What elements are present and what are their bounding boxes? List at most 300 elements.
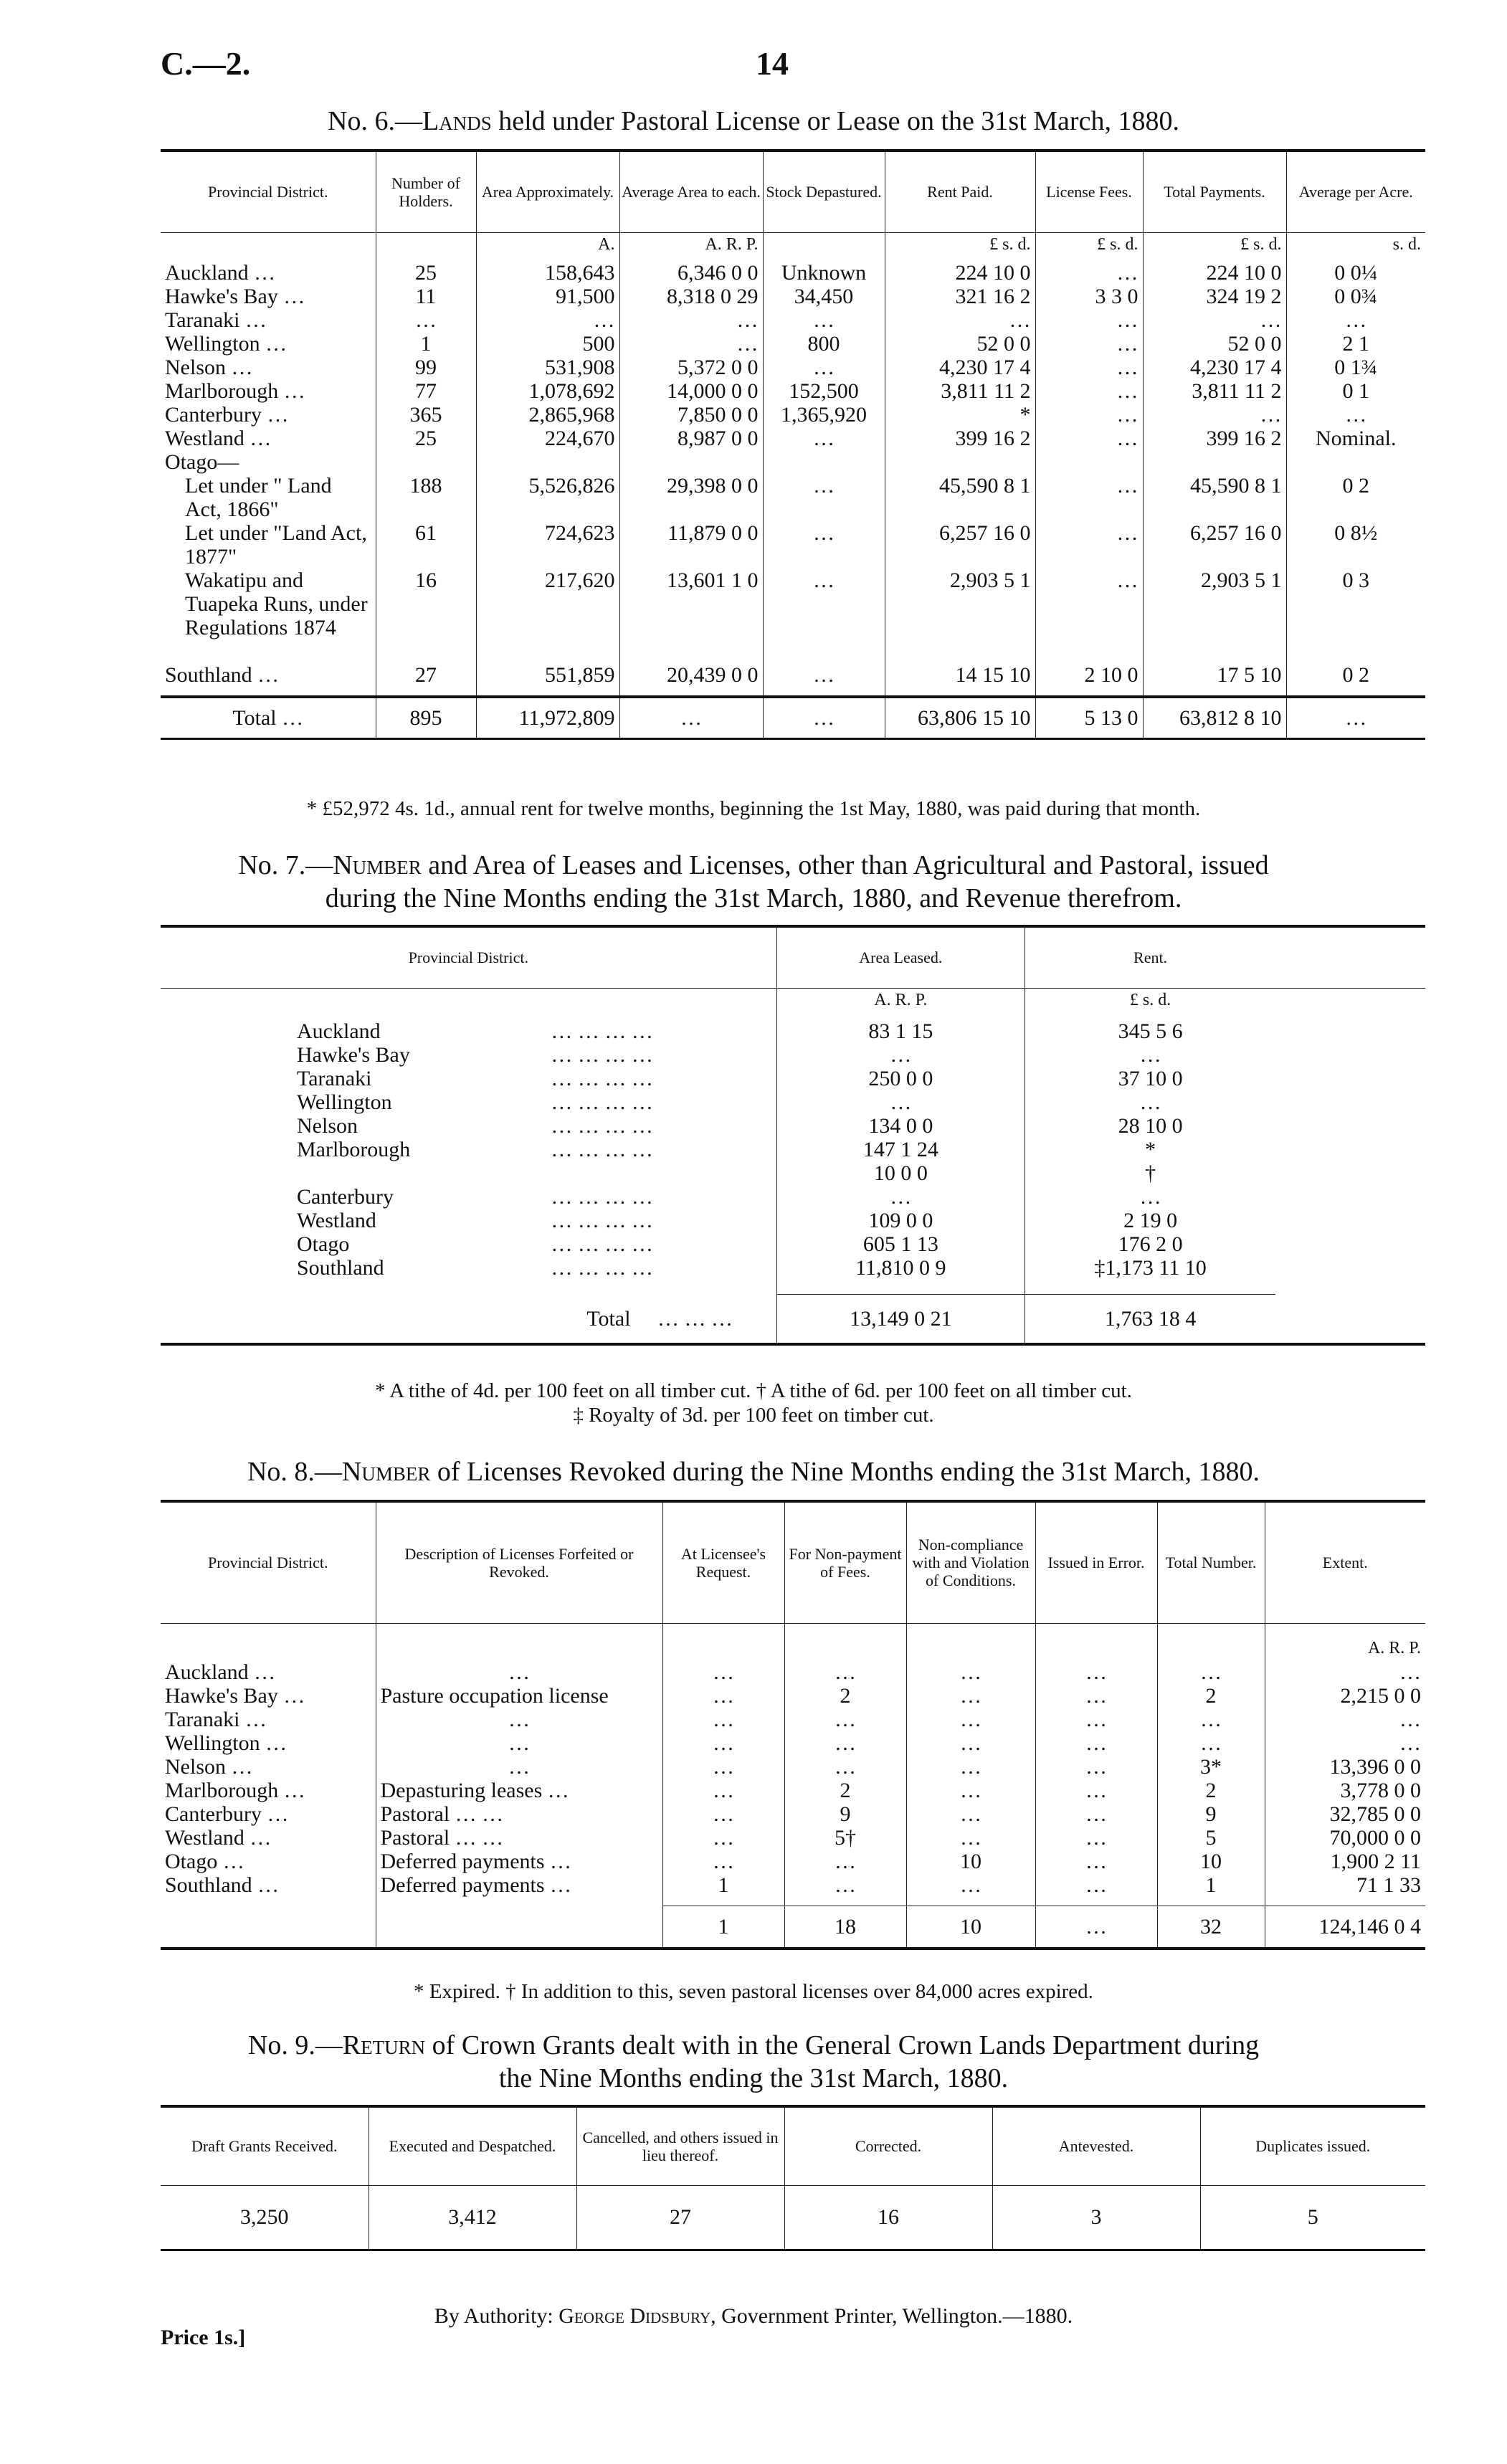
t8-cell: Depasturing leases … bbox=[376, 1779, 662, 1802]
t6-total-cell: 895 bbox=[376, 697, 476, 738]
authority-prefix: By Authority: bbox=[434, 2304, 559, 2328]
t9-value: 16 bbox=[784, 2185, 992, 2250]
t6-col-average: Average Area to each. bbox=[619, 151, 763, 232]
t7-total-row bbox=[161, 1294, 1425, 1344]
table7 bbox=[161, 925, 1425, 1346]
t8-cell: … bbox=[1157, 1708, 1265, 1731]
t8-cell: … bbox=[784, 1708, 906, 1731]
t7-district: Canterbury bbox=[297, 1185, 394, 1209]
t6-cell: 11 bbox=[376, 285, 476, 308]
t8-cell: … bbox=[1265, 1708, 1425, 1731]
t6-cell: 1 bbox=[376, 332, 476, 356]
table7-title bbox=[0, 849, 1507, 915]
t8-col-request: At Licensee's Request. bbox=[662, 1501, 784, 1623]
t7-col-rent: Rent. bbox=[1025, 926, 1275, 988]
t7-area: 83 1 15 bbox=[776, 1019, 1025, 1043]
t8-total-cell: 124,146 0 4 bbox=[1265, 1906, 1425, 1949]
t6-cell: 3,811 11 2 bbox=[1143, 379, 1286, 403]
t6-cell: Canterbury … bbox=[165, 403, 289, 427]
t6-cell: 2 1 bbox=[1286, 332, 1425, 356]
t8-cell: … bbox=[1035, 1850, 1157, 1873]
t8-cell: 1,900 2 11 bbox=[1265, 1850, 1425, 1873]
t7-district: Hawke's Bay bbox=[297, 1043, 410, 1067]
table7-body bbox=[161, 1019, 1425, 1294]
t8-cell: … bbox=[784, 1755, 906, 1779]
t6-cell: 500 bbox=[476, 332, 619, 356]
t7-row bbox=[161, 1019, 1425, 1043]
t8-row bbox=[161, 1802, 1425, 1826]
t8-cell: … bbox=[662, 1802, 784, 1826]
t7-total-cell: 13,149 0 21 bbox=[776, 1294, 1025, 1344]
t8-cell: … bbox=[662, 1684, 784, 1708]
t6-cell: 45,590 8 1 bbox=[885, 474, 1035, 521]
t8-cell: Pastoral … … bbox=[376, 1802, 662, 1826]
t8-cell: … bbox=[662, 1660, 784, 1684]
t8-cell: Deferred payments … bbox=[376, 1850, 662, 1873]
t8-cell: 2 bbox=[784, 1779, 906, 1802]
t7-rent: … bbox=[1025, 1090, 1275, 1114]
t7-area: … bbox=[776, 1090, 1025, 1114]
t6-total-cell: … bbox=[763, 697, 885, 738]
t8-cell: … bbox=[906, 1826, 1035, 1850]
t9-value: 3 bbox=[992, 2185, 1200, 2250]
t6-cell: 224 10 0 bbox=[885, 261, 1035, 285]
t6-row bbox=[161, 261, 1425, 285]
t7-leader: … … … … bbox=[551, 1185, 653, 1209]
t6-cell: 29,398 0 0 bbox=[619, 474, 763, 521]
t8-cell: 32,785 0 0 bbox=[1265, 1802, 1425, 1826]
t6-cell: 14 15 10 bbox=[885, 663, 1035, 687]
t6-cell: … bbox=[1035, 474, 1143, 521]
t8-cell: 71 1 33 bbox=[1265, 1873, 1425, 1897]
t8-cell: … bbox=[1035, 1779, 1157, 1802]
t8-cell: … bbox=[784, 1873, 906, 1897]
t6-col-total: Total Payments. bbox=[1143, 151, 1286, 232]
t7-total-cell: 1,763 18 4 bbox=[1025, 1294, 1275, 1344]
t6-cell: 3 3 0 bbox=[1035, 285, 1143, 308]
t8-cell: … bbox=[1035, 1731, 1157, 1755]
t6-cell: * bbox=[885, 403, 1035, 427]
t8-cell: 10 bbox=[1157, 1850, 1265, 1873]
t8-cell: … bbox=[662, 1826, 784, 1850]
t8-cell: 9 bbox=[784, 1802, 906, 1826]
t6-total-cell: 63,806 15 10 bbox=[885, 697, 1035, 738]
t8-total-cell: 1 bbox=[662, 1906, 784, 1949]
t6-cell: … bbox=[763, 521, 885, 569]
t6-cell: 25 bbox=[376, 261, 476, 285]
table8-header-row bbox=[161, 1501, 1425, 1623]
t7-leader: … … … … bbox=[551, 1138, 653, 1161]
t7-district bbox=[161, 1161, 414, 1185]
t6-cell: 14,000 0 0 bbox=[619, 379, 763, 403]
t8-cell: … bbox=[376, 1731, 662, 1755]
t6-cell: 0 2 bbox=[1286, 663, 1425, 687]
t7-row bbox=[161, 1232, 1425, 1256]
t7-area: 147 1 24 bbox=[776, 1138, 1025, 1161]
t7-leader bbox=[414, 1161, 776, 1185]
table8-title-caps: Number bbox=[341, 1457, 431, 1487]
t8-cell: Pasture occupation license bbox=[376, 1684, 662, 1708]
t6-cell: 2,903 5 1 bbox=[1143, 569, 1286, 663]
t6-cell: … bbox=[619, 308, 763, 332]
t7-total-cell: … … … bbox=[657, 1306, 733, 1331]
t6-cell: … bbox=[763, 663, 885, 687]
t6-cell: Southland … bbox=[165, 663, 280, 687]
t8-cell: … bbox=[906, 1779, 1035, 1802]
t8-row bbox=[161, 1708, 1425, 1731]
t6-cell: 551,859 bbox=[476, 663, 619, 687]
t6-total-cell: Total … bbox=[232, 705, 304, 730]
t8-cell: … bbox=[662, 1731, 784, 1755]
t6-cell: 77 bbox=[376, 379, 476, 403]
t6-total-cell: 11,972,809 bbox=[476, 697, 619, 738]
page-number: 14 bbox=[756, 45, 789, 82]
t6-col-area: Area Approximately. bbox=[476, 151, 619, 232]
t8-cell: Southland … bbox=[165, 1873, 280, 1897]
t6-units-row bbox=[161, 232, 1425, 261]
t7-unit: A. R. P. bbox=[776, 988, 1025, 1019]
t8-cell: … bbox=[662, 1779, 784, 1802]
t7-rent: 37 10 0 bbox=[1025, 1067, 1275, 1090]
t6-cell: 0 0¾ bbox=[1286, 285, 1425, 308]
t8-cell: … bbox=[1157, 1731, 1265, 1755]
t6-row bbox=[161, 450, 1425, 474]
t7-total-cell: Total bbox=[586, 1306, 631, 1331]
table9-number: No. 9.— bbox=[247, 2030, 343, 2060]
t6-cell: Otago— bbox=[165, 450, 239, 474]
t6-cell: 5,372 0 0 bbox=[619, 356, 763, 379]
t8-row bbox=[161, 1873, 1425, 1897]
t6-cell: Nelson … bbox=[165, 356, 253, 379]
t6-cell: … bbox=[1035, 308, 1143, 332]
t9-col-duplicates: Duplicates issued. bbox=[1200, 2106, 1425, 2185]
t8-cell: 2 bbox=[1157, 1779, 1265, 1802]
t6-row bbox=[161, 308, 1425, 332]
t8-col-description: Description of Licenses Forfeited or Revoked. bbox=[376, 1501, 662, 1623]
t7-row bbox=[161, 1256, 1425, 1280]
t8-cell: 70,000 0 0 bbox=[1265, 1826, 1425, 1850]
t6-cell: 4,230 17 4 bbox=[1143, 356, 1286, 379]
t6-unit: A. R. P. bbox=[619, 232, 763, 261]
t6-cell: … bbox=[619, 332, 763, 356]
t6-cell: 20,439 0 0 bbox=[619, 663, 763, 687]
t7-rent: 345 5 6 bbox=[1025, 1019, 1275, 1043]
t8-cell: … bbox=[1035, 1708, 1157, 1731]
table7-number: No. 7.— bbox=[238, 850, 333, 880]
t7-area: 250 0 0 bbox=[776, 1067, 1025, 1090]
t6-cell: Auckland … bbox=[165, 261, 276, 285]
t8-cell: 9 bbox=[1157, 1802, 1265, 1826]
t9-col-cancelled: Cancelled, and others issued in lieu thereof. bbox=[576, 2106, 784, 2185]
t7-leader: … … … … bbox=[551, 1043, 653, 1067]
table7-title-line2: during the Nine Months ending the 31st March, 1880, and Revenue therefrom. bbox=[325, 883, 1182, 913]
t6-col-fees: License Fees. bbox=[1035, 151, 1143, 232]
table9-title-caps: Return bbox=[342, 2030, 426, 2060]
t8-cell: Taranaki … bbox=[165, 1708, 267, 1731]
t6-cell: 6,257 16 0 bbox=[885, 521, 1035, 569]
t6-cell: 0 1¾ bbox=[1286, 356, 1425, 379]
t6-cell: 6,346 0 0 bbox=[619, 261, 763, 285]
t6-row bbox=[161, 663, 1425, 687]
t6-cell: 2,865,968 bbox=[476, 403, 619, 427]
t6-cell: Let under " Land Act, 1866" bbox=[185, 474, 332, 521]
t7-row bbox=[161, 1067, 1425, 1090]
table6-header-row bbox=[161, 151, 1425, 232]
t6-unit: £ s. d. bbox=[1143, 232, 1286, 261]
t7-rent: † bbox=[1025, 1161, 1275, 1185]
authority-rest: , Government Printer, Wellington.—1880. bbox=[710, 2304, 1073, 2328]
table7-title-caps: Number bbox=[333, 850, 422, 880]
table6-title bbox=[0, 105, 1507, 138]
t8-cell: … bbox=[376, 1660, 662, 1684]
t6-cell: … bbox=[763, 427, 885, 450]
t6-row bbox=[161, 356, 1425, 379]
t8-row bbox=[161, 1779, 1425, 1802]
t7-row bbox=[161, 1138, 1425, 1161]
t6-cell: 0 1 bbox=[1286, 379, 1425, 403]
t6-cell: 800 bbox=[763, 332, 885, 356]
t7-total-label bbox=[414, 1294, 776, 1344]
t6-cell: … bbox=[1035, 521, 1143, 569]
t6-cell bbox=[476, 450, 619, 474]
t7-district: Auckland bbox=[297, 1019, 381, 1043]
t6-row bbox=[161, 379, 1425, 403]
t6-cell: 13,601 1 0 bbox=[619, 569, 763, 663]
t8-cell: … bbox=[376, 1708, 662, 1731]
t7-leader: … … … … bbox=[551, 1114, 653, 1138]
t6-cell: 224,670 bbox=[476, 427, 619, 450]
t7-district: Taranaki bbox=[297, 1067, 372, 1090]
t9-value: 3,412 bbox=[369, 2185, 576, 2250]
t7-row bbox=[161, 1090, 1425, 1114]
t8-cell: Westland … bbox=[165, 1826, 272, 1850]
t7-area: 10 0 0 bbox=[776, 1161, 1025, 1185]
t8-total-cell: 32 bbox=[1157, 1906, 1265, 1949]
t8-cell: … bbox=[662, 1850, 784, 1873]
t8-col-noncompliance: Non-compliance with and Violation of Conditions. bbox=[906, 1501, 1035, 1623]
t6-cell: 152,500 bbox=[763, 379, 885, 403]
t6-cell: 34,450 bbox=[763, 285, 885, 308]
t8-row bbox=[161, 1660, 1425, 1684]
t7-leader: … … … … bbox=[551, 1256, 653, 1280]
t8-cell: 13,396 0 0 bbox=[1265, 1755, 1425, 1779]
t8-cell: … bbox=[662, 1755, 784, 1779]
t6-cell bbox=[1143, 450, 1286, 474]
series-label: C.—2. bbox=[161, 45, 251, 82]
t6-cell bbox=[1035, 450, 1143, 474]
t7-rent: … bbox=[1025, 1185, 1275, 1209]
t8-cell: … bbox=[1265, 1660, 1425, 1684]
t6-cell: … bbox=[1035, 379, 1143, 403]
t6-cell: 399 16 2 bbox=[1143, 427, 1286, 450]
t7-district: Nelson bbox=[297, 1114, 358, 1138]
t6-row bbox=[161, 427, 1425, 450]
t6-cell: 11,879 0 0 bbox=[619, 521, 763, 569]
t6-cell: … bbox=[1035, 569, 1143, 663]
t6-cell: 52 0 0 bbox=[1143, 332, 1286, 356]
t6-cell: 0 0¼ bbox=[1286, 261, 1425, 285]
t7-area: 605 1 13 bbox=[776, 1232, 1025, 1256]
t8-cell: … bbox=[1035, 1873, 1157, 1897]
t8-cell: 2 bbox=[784, 1684, 906, 1708]
t6-cell: 724,623 bbox=[476, 521, 619, 569]
t8-cell: Wellington … bbox=[165, 1731, 287, 1755]
t6-col-holders: Number of Holders. bbox=[376, 151, 476, 232]
t8-col-total: Total Number. bbox=[1157, 1501, 1265, 1623]
t6-cell: 365 bbox=[376, 403, 476, 427]
t8-cell: 3,778 0 0 bbox=[1265, 1779, 1425, 1802]
t6-cell: Marlborough … bbox=[165, 379, 305, 403]
t6-cell: 91,500 bbox=[476, 285, 619, 308]
t8-cell: Auckland … bbox=[165, 1660, 276, 1684]
t7-district: Otago bbox=[297, 1232, 350, 1256]
t6-cell bbox=[376, 450, 476, 474]
t6-cell: … bbox=[1035, 356, 1143, 379]
t6-unit bbox=[376, 232, 476, 261]
t7-leader: … … … … bbox=[551, 1019, 653, 1043]
t7-col-district: Provincial District. bbox=[408, 948, 528, 967]
t8-cell: 2,215 0 0 bbox=[1265, 1684, 1425, 1708]
table6 bbox=[161, 149, 1425, 740]
table9-header-row bbox=[161, 2106, 1425, 2185]
t6-total-cell: 5 13 0 bbox=[1035, 697, 1143, 738]
t6-cell: … bbox=[1035, 403, 1143, 427]
t7-rent: 176 2 0 bbox=[1025, 1232, 1275, 1256]
t6-cell: Wellington … bbox=[165, 332, 287, 356]
t6-cell bbox=[763, 450, 885, 474]
t6-row bbox=[161, 569, 1425, 663]
table7-title-rest: and Area of Leases and Licenses, other than Agricultural and Pastoral, issued bbox=[421, 850, 1269, 880]
t6-row bbox=[161, 332, 1425, 356]
t7-row bbox=[161, 1209, 1425, 1232]
t8-total-cell: 10 bbox=[906, 1906, 1035, 1949]
t8-total-cell: 18 bbox=[784, 1906, 906, 1949]
t6-cell: … bbox=[1286, 308, 1425, 332]
t6-unit bbox=[763, 232, 885, 261]
t6-cell: Unknown bbox=[763, 261, 885, 285]
t7-rent: 2 19 0 bbox=[1025, 1209, 1275, 1232]
t6-cell: 1,365,920 bbox=[763, 403, 885, 427]
t8-cell: Hawke's Bay … bbox=[165, 1684, 305, 1708]
t7-area: … bbox=[776, 1043, 1025, 1067]
t6-cell: … bbox=[476, 308, 619, 332]
t6-unit bbox=[161, 232, 376, 261]
t6-cell: 27 bbox=[376, 663, 476, 687]
t8-cell: 1 bbox=[1157, 1873, 1265, 1897]
t7-district: Wellington bbox=[297, 1090, 392, 1114]
t6-col-stock: Stock Depastured. bbox=[763, 151, 885, 232]
t9-col-corrected: Corrected. bbox=[784, 2106, 992, 2185]
t6-cell: Westland … bbox=[165, 427, 272, 450]
t6-cell: … bbox=[1143, 403, 1286, 427]
t7-leader: … … … … bbox=[551, 1209, 653, 1232]
footer-authority bbox=[0, 2304, 1507, 2329]
t6-cell: … bbox=[763, 569, 885, 663]
t7-leader: … … … … bbox=[551, 1232, 653, 1256]
table6-title-caps: Lands bbox=[422, 106, 492, 136]
table7-footnote-1: * A tithe of 4d. per 100 feet on all timber cut. † A tithe of 6d. per 100 feet on all timber cut. bbox=[375, 1379, 1132, 1402]
t6-cell: … bbox=[885, 308, 1035, 332]
t6-cell: 45,590 8 1 bbox=[1143, 474, 1286, 521]
t8-cell: Nelson … bbox=[165, 1755, 253, 1779]
t6-cell: Nominal. bbox=[1286, 427, 1425, 450]
t8-cell: 10 bbox=[906, 1850, 1035, 1873]
table6-title-rest: held under Pastoral License or Lease on the 31st March, 1880. bbox=[491, 106, 1179, 136]
t7-area: 134 0 0 bbox=[776, 1114, 1025, 1138]
t8-unit: A. R. P. bbox=[1265, 1623, 1425, 1660]
t6-unit: A. bbox=[476, 232, 619, 261]
printer-name: George Didsbury bbox=[558, 2304, 711, 2328]
t6-cell: Wakatipu and Tuapeka Runs, under Regulations 1874 bbox=[185, 569, 368, 639]
t6-cell: 531,908 bbox=[476, 356, 619, 379]
t7-leader: … … … … bbox=[551, 1090, 653, 1114]
t6-total-row bbox=[161, 697, 1425, 738]
t8-cell: 5† bbox=[784, 1826, 906, 1850]
t6-cell bbox=[885, 450, 1035, 474]
t8-col-error: Issued in Error. bbox=[1035, 1501, 1157, 1623]
t6-row bbox=[161, 521, 1425, 569]
table6-footnote: * £52,972 4s. 1d., annual rent for twelve months, beginning the 1st May, 1880, was paid during that month. bbox=[306, 797, 1201, 820]
t6-cell: 2,903 5 1 bbox=[885, 569, 1035, 663]
table7-header-row bbox=[161, 926, 1425, 988]
t6-cell: 188 bbox=[376, 474, 476, 521]
t7-leader: … … … … bbox=[551, 1067, 653, 1090]
t7-row bbox=[161, 1185, 1425, 1209]
t8-cell: Otago … bbox=[165, 1850, 244, 1873]
t8-cell: … bbox=[784, 1660, 906, 1684]
t8-cell: … bbox=[1035, 1660, 1157, 1684]
t8-cell: Deferred payments … bbox=[376, 1873, 662, 1897]
t8-cell: … bbox=[1035, 1826, 1157, 1850]
t8-row bbox=[161, 1755, 1425, 1779]
table9-title-rest: of Crown Grants dealt with in the General Crown Lands Department during bbox=[425, 2030, 1260, 2060]
t7-area: … bbox=[776, 1185, 1025, 1209]
table8-body bbox=[161, 1660, 1425, 1897]
table8-footnote: * Expired. † In addition to this, seven pastoral licenses over 84,000 acres expired. bbox=[414, 1980, 1093, 2003]
t6-total-cell: … bbox=[1286, 697, 1425, 738]
t6-cell: 25 bbox=[376, 427, 476, 450]
t8-units-row bbox=[161, 1623, 1425, 1660]
t6-cell: … bbox=[1035, 332, 1143, 356]
t8-cell: … bbox=[1157, 1660, 1265, 1684]
t6-cell: 0 2 bbox=[1286, 474, 1425, 521]
table9-title bbox=[0, 2029, 1507, 2095]
t8-cell: … bbox=[662, 1708, 784, 1731]
t6-cell: … bbox=[1286, 403, 1425, 427]
t6-cell: 2 10 0 bbox=[1035, 663, 1143, 687]
t6-row bbox=[161, 285, 1425, 308]
t6-cell: 224 10 0 bbox=[1143, 261, 1286, 285]
t8-row bbox=[161, 1826, 1425, 1850]
t6-total-cell: 63,812 8 10 bbox=[1143, 697, 1286, 738]
t8-cell: … bbox=[784, 1850, 906, 1873]
t9-col-antevested: Antevested. bbox=[992, 2106, 1200, 2185]
price-label: Price 1s.] bbox=[161, 2326, 246, 2349]
t8-cell: … bbox=[784, 1731, 906, 1755]
table8-number: No. 8.— bbox=[247, 1457, 342, 1487]
t7-rent: 28 10 0 bbox=[1025, 1114, 1275, 1138]
t7-area: 109 0 0 bbox=[776, 1209, 1025, 1232]
t8-cell: … bbox=[906, 1708, 1035, 1731]
t8-cell: … bbox=[1035, 1755, 1157, 1779]
t8-row bbox=[161, 1731, 1425, 1755]
t8-cell: Canterbury … bbox=[165, 1802, 289, 1826]
t6-row bbox=[161, 403, 1425, 427]
t6-cell: … bbox=[1035, 261, 1143, 285]
t6-cell: 52 0 0 bbox=[885, 332, 1035, 356]
t6-col-per-acre: Average per Acre. bbox=[1286, 151, 1425, 232]
t6-cell: 61 bbox=[376, 521, 476, 569]
